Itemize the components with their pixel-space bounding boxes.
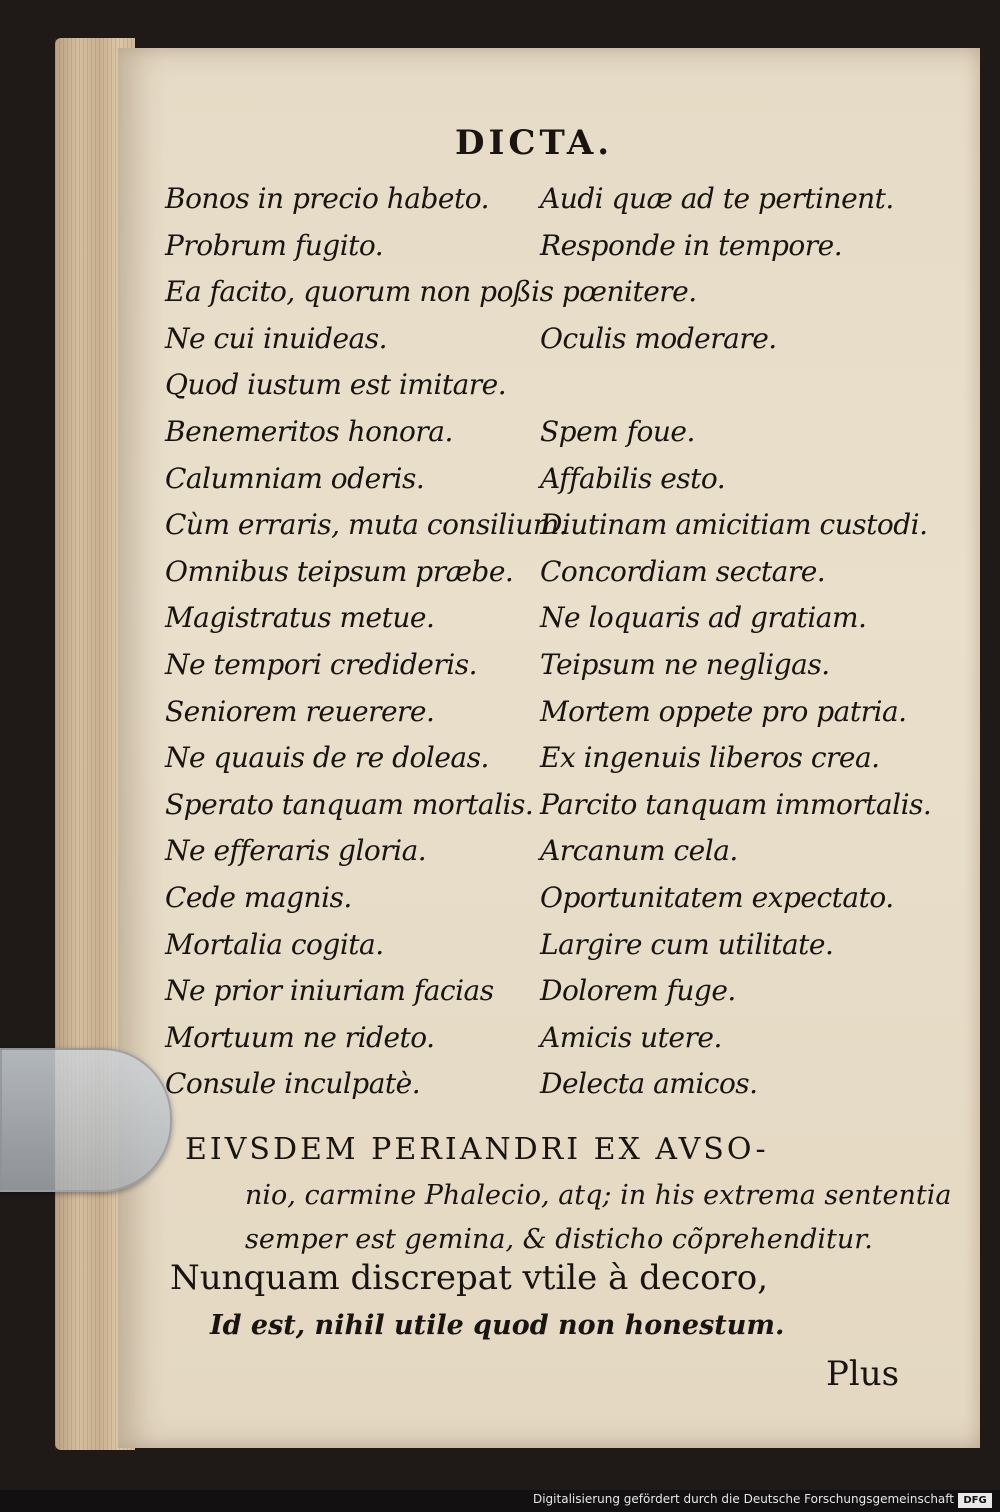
dicta-left: Cede magnis. (165, 881, 352, 914)
dicta-right: Ex ingenuis liberos crea. (540, 741, 880, 775)
dicta-right: Diutinam amicitiam custodi. (540, 508, 928, 542)
section-subheading-line-2: semper est gemina, & disticho cõprehenditur. (245, 1224, 873, 1255)
verse-gloss: Id est, nihil utile quod non honestum. (210, 1310, 785, 1341)
dicta-row (0, 601, 1000, 647)
dicta-row (0, 1021, 1000, 1067)
dicta-row (0, 229, 1000, 275)
dicta-right: Mortem oppete pro patria. (540, 694, 907, 728)
dicta-row (0, 695, 1000, 741)
page-title: DICTA. (455, 123, 614, 163)
dicta-row (0, 881, 1000, 927)
dicta-left: Quod iustum est imitare. (165, 368, 507, 402)
section-subheading-line-1: nio, carmine Phalecio, atq; in his extrema sententia (245, 1180, 952, 1211)
dicta-left: Ne quauis de re doleas. (165, 741, 489, 775)
dicta-row (0, 555, 1000, 601)
dicta-row (0, 462, 1000, 508)
footer-bar (0, 1490, 1000, 1512)
dicta-right: Oculis moderare. (540, 321, 777, 355)
dicta-row (0, 368, 1000, 414)
dicta-row (0, 974, 1000, 1020)
dicta-row (0, 322, 1000, 368)
dicta-left: Calumniam oderis. (165, 461, 425, 495)
dicta-right: Dolorem fuge. (540, 974, 736, 1008)
dicta-row (0, 788, 1000, 834)
dicta-right: Ne loquaris ad gratiam. (540, 601, 867, 635)
dicta-left: Mortalia cogita. (165, 927, 384, 961)
dicta-right: Oportunitatem expectato. (540, 881, 894, 914)
dicta-right: Audi quæ ad te pertinent. (540, 182, 894, 215)
dicta-row (0, 1067, 1000, 1113)
dicta-left: Cùm erraris, muta consilium. (165, 508, 568, 542)
dicta-left: Ea facito, quorum non poßis pœnitere. (165, 275, 697, 309)
dicta-left: Consule inculpatè. (165, 1067, 421, 1101)
dicta-row (0, 275, 1000, 321)
dicta-left: Magistratus metue. (165, 601, 435, 635)
dfg-logo: DFG (958, 1493, 992, 1508)
dicta-left: Ne tempori credideris. (165, 648, 477, 681)
dicta-right: Concordiam sectare. (540, 554, 826, 588)
dicta-row (0, 928, 1000, 974)
dicta-left: Sperato tanquam mortalis. (165, 787, 534, 821)
dicta-row (0, 508, 1000, 554)
dicta-row (0, 182, 1000, 228)
dicta-row (0, 741, 1000, 787)
dicta-right: Teipsum ne negligas. (540, 648, 830, 681)
dicta-left: Ne efferaris gloria. (165, 834, 427, 868)
dicta-row (0, 834, 1000, 880)
footer-text: Digitalisierung gefördert durch die Deutsche Forschungsgemeinschaft (532, 1492, 954, 1506)
catchword: Plus (826, 1354, 900, 1394)
dicta-right: Spem foue. (540, 415, 695, 448)
dicta-left: Seniorem reuerere. (165, 694, 435, 728)
dicta-right: Affabilis esto. (540, 461, 726, 495)
verse-line: Nunquam discrepat vtile à decoro, (170, 1258, 769, 1298)
dicta-right: Arcanum cela. (540, 834, 738, 868)
dicta-left: Benemeritos honora. (165, 415, 453, 448)
dicta-row (0, 415, 1000, 461)
dicta-right: Delecta amicos. (540, 1067, 758, 1101)
dicta-right: Responde in tempore. (540, 228, 843, 262)
dicta-right: Parcito tanquam immortalis. (540, 787, 932, 821)
section-heading: EIVSDEM PERIANDRI EX AVSO- (185, 1132, 769, 1167)
dicta-left: Bonos in precio habeto. (165, 182, 489, 215)
dicta-left: Ne cui inuideas. (165, 321, 387, 355)
dicta-left: Ne prior iniuriam facias (165, 974, 494, 1008)
dicta-right: Amicis utere. (540, 1020, 722, 1054)
dicta-row (0, 648, 1000, 694)
dicta-left: Omnibus teipsum præbe. (165, 554, 514, 588)
dicta-left: Mortuum ne rideto. (165, 1020, 435, 1054)
dicta-left: Probrum fugito. (165, 228, 384, 262)
dicta-right: Largire cum utilitate. (540, 927, 834, 961)
